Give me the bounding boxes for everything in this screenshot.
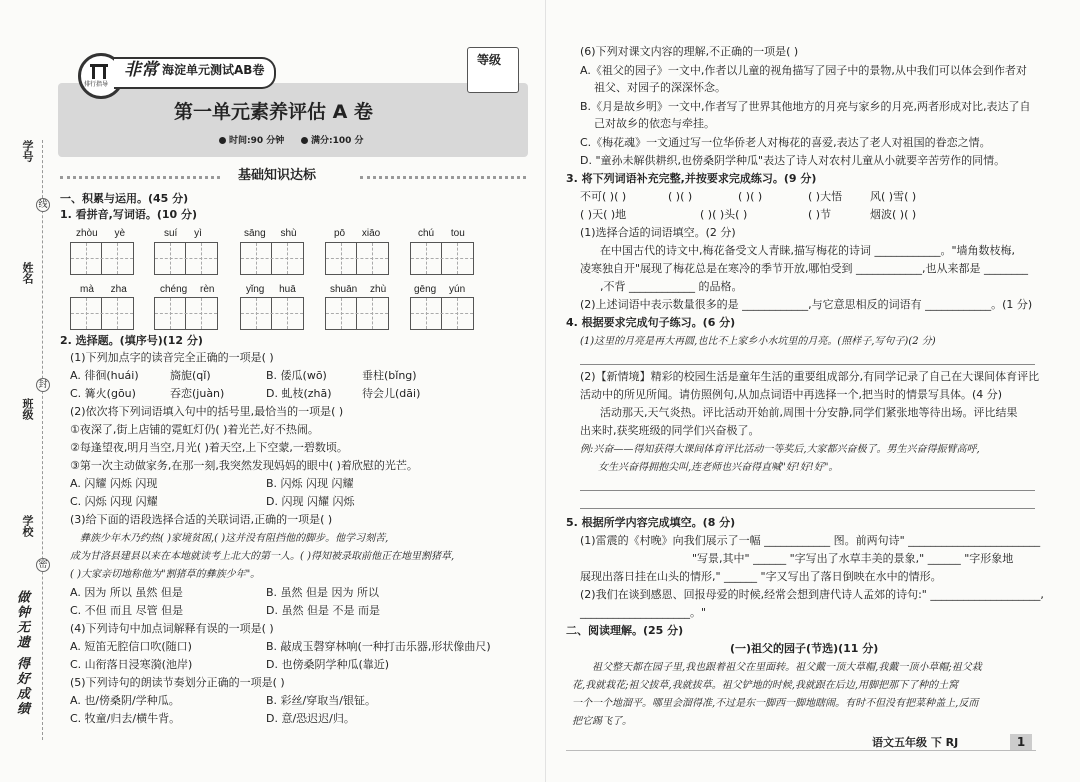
q2-2-c: ③第一次主动做家务,在那一刻,我突然发现妈妈的眼中( )着欣慰的光芒。 — [70, 459, 418, 472]
pinyin-10: gēng yún — [414, 284, 466, 295]
write-box[interactable] — [410, 297, 474, 330]
q3-word-8: ( )节 — [808, 208, 832, 221]
q2-2-opt-d[interactable]: D. 闪现 闪耀 闪烁 — [266, 495, 355, 508]
q2-1-opt-a[interactable]: A. 徘徊(huái) — [70, 369, 139, 382]
q4-example-b: 女生兴奋得拥抱尖叫,连老师也兴奋得直喊"好!好!好"。 — [598, 462, 839, 473]
q2-5: (5)下列诗句的朗读节奏划分正确的一项是( ) — [70, 676, 285, 689]
q3-1-p3: ,不背 ____________ 的品格。 — [600, 280, 743, 293]
q2-2-b: ②每逢望夜,明月当空,月光( )着天空,上下空蒙,一碧数顷。 — [70, 441, 348, 454]
q4-1-answer-line[interactable] — [580, 364, 1035, 365]
q2-6-b2: 己对故乡的依恋与牵挂。 — [594, 117, 715, 130]
q4-2-answer-line-2[interactable] — [580, 508, 1035, 509]
reading1-p1: 祖父整天都在园子里,我也跟着祖父在里面转。祖父戴一顶大草帽,我戴一顶小草帽;祖父栽 — [592, 662, 982, 673]
q3-word-3: ( )( ) — [738, 190, 763, 203]
q2-1-opt-b2: 垂柱(bǐng) — [362, 369, 417, 382]
section-banner: 基础知识达标 — [238, 168, 317, 183]
q3-1-p2: 凌寒独自开"展现了梅花总是在寒冷的季节开放,哪怕受到 ____________,也从来都是 ________ — [580, 262, 1029, 275]
q4-2-d: 出来时,获奖班级的同学们兴奋极了。 — [580, 424, 760, 437]
q4-2-b: 活动中的所见所闻。请仿照例句,从加点词语中再选择一个,把当时的情景写具体。(4 分) — [580, 388, 1003, 401]
pinyin-4: pō xiāo — [334, 228, 381, 239]
q3-word-4: ( )大悟 — [808, 190, 843, 203]
q2-3: (3)给下面的语段选择合适的关联词语,正确的一项是( ) — [70, 513, 333, 526]
q3-word-2: ( )( ) — [668, 190, 693, 203]
q4-2-answer-line-1[interactable] — [580, 490, 1035, 491]
header — [58, 45, 528, 157]
q2-4-opt-c[interactable]: C. 山衔落日浸寒漪(池岸) — [70, 658, 193, 671]
q3-word-5: 风( )雪( ) — [870, 190, 917, 203]
q2-2-opt-c[interactable]: C. 闪烁 闪现 闪耀 — [70, 495, 158, 508]
q4-1: (1)这里的月亮是再大再圆,也比不上家乡小水坑里的月亮。(照样子,写句子)(2 分) — [580, 336, 936, 347]
time-label: 时间:90 分钟 — [229, 136, 285, 146]
gate-icon — [90, 64, 108, 81]
q2-6: (6)下列对课文内容的理解,不正确的一项是( ) — [580, 45, 799, 58]
student-no-label: 学号 — [21, 140, 34, 162]
q3-2: (2)上述词语中表示数量很多的是 ____________,与它意思相反的词语有 ____________。(1 分) — [580, 298, 1033, 311]
page-fold — [545, 0, 546, 782]
q3-title: 3. 将下列词语补充完整,并按要求完成练习。(9 分) — [566, 172, 817, 185]
q2-1-opt-b[interactable]: B. 倭瓜(wō) — [266, 369, 327, 382]
q2-2: (2)依次将下列词语填入句中的括号里,最恰当的一项是( ) — [70, 405, 344, 418]
school-label: 学校 — [21, 515, 34, 537]
q2-1-opt-c2: 吞恋(juàn) — [170, 387, 225, 400]
pinyin-2: suí yì — [164, 228, 202, 239]
page-title: 第一单元素养评估 A 卷 — [174, 101, 373, 123]
write-box[interactable] — [70, 242, 134, 275]
q4-title: 4. 根据要求完成句子练习。(6 分) — [566, 316, 736, 329]
q2-1-opt-d2: 待会儿(dāi) — [362, 387, 421, 400]
q1-title: 1. 看拼音,写词语。(10 分) — [60, 208, 198, 221]
q2-1-opt-d[interactable]: D. 虬枝(zhā) — [266, 387, 332, 400]
q2-5-opt-b[interactable]: B. 彩丝/穿取当/银钲。 — [266, 694, 376, 707]
write-box[interactable] — [70, 297, 134, 330]
q2-2-opt-b[interactable]: B. 闪烁 闪现 闪耀 — [266, 477, 354, 490]
q2-4: (4)下列诗句中加点词解释有误的一项是( ) — [70, 622, 274, 635]
grade-label: 等级 — [477, 53, 502, 67]
footer-rule — [566, 750, 1036, 751]
q2-6-c[interactable]: C.《梅花魂》一文通过写一位华侨老人对梅花的喜爱,表达了老人对祖国的眷恋之情。 — [580, 136, 991, 149]
q5-title: 5. 根据所学内容完成填空。(8 分) — [566, 516, 736, 529]
seal-mark-3: 密 — [36, 558, 50, 572]
section1-title: 一、积累与运用。(45 分) — [60, 192, 189, 205]
sidebar-slogan: 做钟无遗 得好成绩 — [14, 590, 29, 717]
grade-box — [467, 47, 519, 93]
q4-2-a: (2)【新情境】精彩的校园生活是童年生活的重要组成部分,有同学记录了自己在大课间体育评比 — [580, 370, 1040, 383]
q3-1-p1: 在中国古代的诗文中,梅花备受文人青睐,描写梅花的诗词 ____________。"墙角数枝梅, — [600, 244, 1016, 257]
pinyin-7: chéng rèn — [160, 284, 215, 295]
pinyin-5: chú tou — [418, 228, 465, 239]
q2-title: 2. 选择题。(填序号)(12 分) — [60, 334, 203, 347]
q2-3-opt-c[interactable]: C. 不但 而且 尽管 但是 — [70, 604, 184, 617]
clock-icon — [219, 137, 226, 144]
q5-1-a: (1)雷震的《村晚》向我们展示了一幅 ____________ 图。前两句诗" ________________________ — [580, 534, 1041, 547]
q2-3-passage-3: ( )大家亲切地称他为"割猪草的彝族少年"。 — [70, 569, 261, 580]
q5-1-b: "写景,其中" ______ "字写出了水草丰美的景象," ______ "字形象地 — [692, 552, 1014, 565]
q2-6-b1[interactable]: B.《月是故乡明》一文中,作者写了世界其他地方的月亮与家乡的月亮,两者形成对比,表达了自 — [580, 100, 1031, 113]
q2-6-a2: 祖父、对园子的深深怀念。 — [594, 81, 726, 94]
q2-4-opt-a[interactable]: A. 短笛无腔信口吹(随口) — [70, 640, 192, 653]
write-box[interactable] — [325, 242, 389, 275]
series-name: 海淀单元测试AB卷 — [162, 63, 265, 77]
q2-4-opt-b[interactable]: B. 敲成玉磬穿林响(一种打击乐器,形状像曲尺) — [266, 640, 491, 653]
reading1-title: (一)祖父的园子(节选)(11 分) — [730, 642, 879, 655]
banner-line-right — [360, 176, 526, 179]
reading1-p4: 把它踢飞了。 — [572, 716, 632, 727]
q2-3-opt-d[interactable]: D. 虽然 但是 不是 而是 — [266, 604, 380, 617]
write-box[interactable] — [240, 242, 304, 275]
q3-word-9: 烟波( )( ) — [870, 208, 917, 221]
q4-example-a: 例:兴奋——得知获得大课间体育评比活动一等奖后,大家都兴奋极了。男生兴奋得振臂高呼, — [580, 444, 980, 455]
reading1-p2: 花,我就栽花;祖父拔草,我就拔草。祖父铲地的时候,我就跟在后边,用脚把那下了种的土窝 — [572, 680, 959, 691]
q2-1-opt-a2: 旖旎(qǐ) — [170, 369, 211, 382]
pinyin-1: zhòu yè — [76, 228, 126, 239]
q3-word-1: 不可( )( ) — [580, 190, 627, 203]
reading1-p3: 一个一个地溜平。哪里会溜得准,不过是东一脚西一脚地瞎闹。有时不但没有把菜种盖上,反而 — [572, 698, 979, 709]
q2-5-opt-c[interactable]: C. 牧童/归去/横牛背。 — [70, 712, 181, 725]
q5-2-b: ____________________。" — [580, 606, 707, 619]
q2-5-opt-d[interactable]: D. 意/恐迟迟/归。 — [266, 712, 355, 725]
q2-1: (1)下列加点字的读音完全正确的一项是( ) — [70, 351, 274, 364]
score-icon — [301, 137, 308, 144]
name-label: 姓名 — [21, 262, 34, 284]
banner-line-left — [60, 176, 220, 179]
footer-subject: 语文五年级 下 RJ — [872, 736, 959, 749]
q2-3-opt-a[interactable]: A. 因为 所以 虽然 但是 — [70, 586, 183, 599]
page-number: 1 — [1010, 734, 1032, 750]
sidebar — [0, 0, 55, 782]
seal-mark-2: 封 — [36, 378, 50, 392]
class-label: 班级 — [21, 398, 34, 420]
q3-word-6: ( )天( )地 — [580, 208, 627, 221]
section2-title: 二、阅读理解。(25 分) — [566, 624, 684, 637]
pinyin-6: mà zha — [80, 284, 127, 295]
q2-1-opt-c[interactable]: C. 篝火(gōu) — [70, 387, 136, 400]
write-box[interactable] — [240, 297, 304, 330]
seal-mark-1: 线 — [36, 198, 50, 212]
write-box[interactable] — [325, 297, 389, 330]
brand-name: 非常 — [124, 60, 158, 80]
q2-2-opt-a[interactable]: A. 闪耀 闪烁 闪现 — [70, 477, 158, 490]
q5-2-a: (2)我们在谈到感恩、回报母爱的时候,经常会想到唐代诗人孟郊的诗句:" ____________________, — [580, 588, 1044, 601]
logo-text: 排行指导 — [84, 81, 109, 88]
write-box[interactable] — [154, 242, 218, 275]
q2-3-passage-2: 成为甘洛县建县以来在本地就读考上北大的第一人。( )得知被录取前他正在地里割猪草, — [70, 551, 455, 562]
q2-3-opt-b[interactable]: B. 虽然 但是 因为 所以 — [266, 586, 380, 599]
q2-6-a1[interactable]: A.《祖父的园子》一文中,作者以儿童的视角描写了园子中的景物,从中我们可以体会到作者对 — [580, 64, 1027, 77]
q2-2-a: ①夜深了,街上店铺的霓虹灯仍( )着光芒,好不热闹。 — [70, 423, 319, 436]
q2-4-opt-d[interactable]: D. 也傍桑阴学种瓜(靠近) — [266, 658, 390, 671]
q3-1: (1)选择合适的词语填空。(2 分) — [580, 226, 736, 239]
q2-5-opt-a[interactable]: A. 也/傍桑阴/学种瓜。 — [70, 694, 180, 707]
write-box[interactable] — [154, 297, 218, 330]
q5-1-c: 展现出落日挂在山头的情形," ______ "字又写出了落日倒映在水中的情形。 — [580, 570, 942, 583]
q2-6-d[interactable]: D. "童孙未解供耕织,也傍桑阴学种瓜"表达了诗人对农村儿童从小就要辛苦劳作的同情。 — [580, 154, 1006, 167]
q3-word-7: ( )( )头( ) — [700, 208, 748, 221]
q2-3-passage-1: 彝族少年木乃约热( )家境贫困,( )这并没有阻挡他的脚步。他学习刻苦, — [80, 533, 389, 544]
pinyin-8: yǐng huā — [246, 284, 296, 295]
q4-2-c: 活动那天,天气炎热。评比活动开始前,周围十分安静,同学们紧张地等待出场。评比结果 — [600, 406, 1018, 419]
write-box[interactable] — [410, 242, 474, 275]
score-label: 满分:100 分 — [311, 136, 364, 146]
pinyin-9: shuān zhù — [330, 284, 387, 295]
pinyin-3: sāng shù — [244, 228, 297, 239]
